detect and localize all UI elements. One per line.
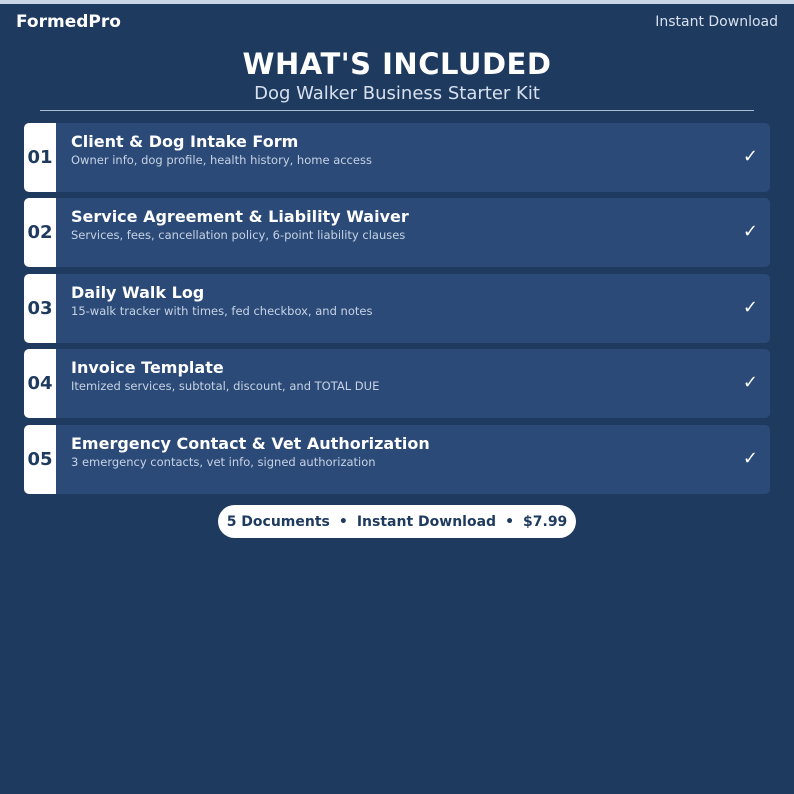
checkmark-icon: ✓ (742, 296, 758, 318)
item-number-badge (24, 123, 56, 192)
item-title: Daily Walk Log (71, 282, 205, 302)
item-number-badge (24, 274, 56, 343)
list-item (24, 425, 770, 494)
item-number-badge (24, 349, 56, 418)
item-description: 15-walk tracker with times, fed checkbox, and notes (71, 303, 373, 318)
title-divider (40, 110, 754, 111)
item-description: Itemized services, subtotal, discount, and TOTAL DUE (71, 379, 380, 394)
page-subtitle: Dog Walker Business Starter Kit (254, 83, 540, 104)
item-number: 03 (27, 297, 53, 319)
item-description: 3 emergency contacts, vet info, signed authorization (71, 454, 376, 469)
page-title: WHAT'S INCLUDED (242, 47, 552, 81)
bullet-separator: • (338, 513, 348, 530)
item-title: Invoice Template (71, 358, 224, 378)
item-title: Client & Dog Intake Form (71, 132, 299, 151)
summary-pill (218, 505, 576, 538)
list-item (24, 274, 770, 343)
bullet-separator: • (505, 513, 515, 530)
top-accent-bar (0, 0, 794, 4)
item-number: 02 (27, 222, 53, 244)
item-title: Service Agreement & Liability Waiver (71, 207, 409, 227)
item-description: Owner info, dog profile, health history, home access (71, 153, 372, 167)
item-title: Emergency Contact & Vet Authorization (71, 433, 430, 453)
item-number: 05 (27, 448, 53, 470)
checkmark-icon: ✓ (742, 447, 758, 469)
list-item (24, 123, 770, 192)
included-items-list (24, 123, 770, 500)
price-label: $7.99 (523, 513, 568, 530)
item-description: Services, fees, cancellation policy, 6-point liability clauses (71, 228, 406, 243)
item-number: 04 (27, 373, 53, 395)
instant-download-label: Instant Download (655, 14, 778, 30)
delivery-label: Instant Download (356, 513, 497, 530)
item-number: 01 (27, 147, 53, 168)
item-number-badge (24, 198, 56, 267)
checkmark-icon: ✓ (742, 221, 758, 243)
checkmark-icon: ✓ (742, 372, 758, 394)
list-item (24, 349, 770, 418)
brand-logo-text[interactable]: FormedPro (16, 12, 121, 32)
list-item (24, 198, 770, 267)
checkmark-icon: ✓ (742, 146, 758, 167)
item-number-badge (24, 425, 56, 494)
documents-count: 5 Documents (226, 513, 330, 530)
